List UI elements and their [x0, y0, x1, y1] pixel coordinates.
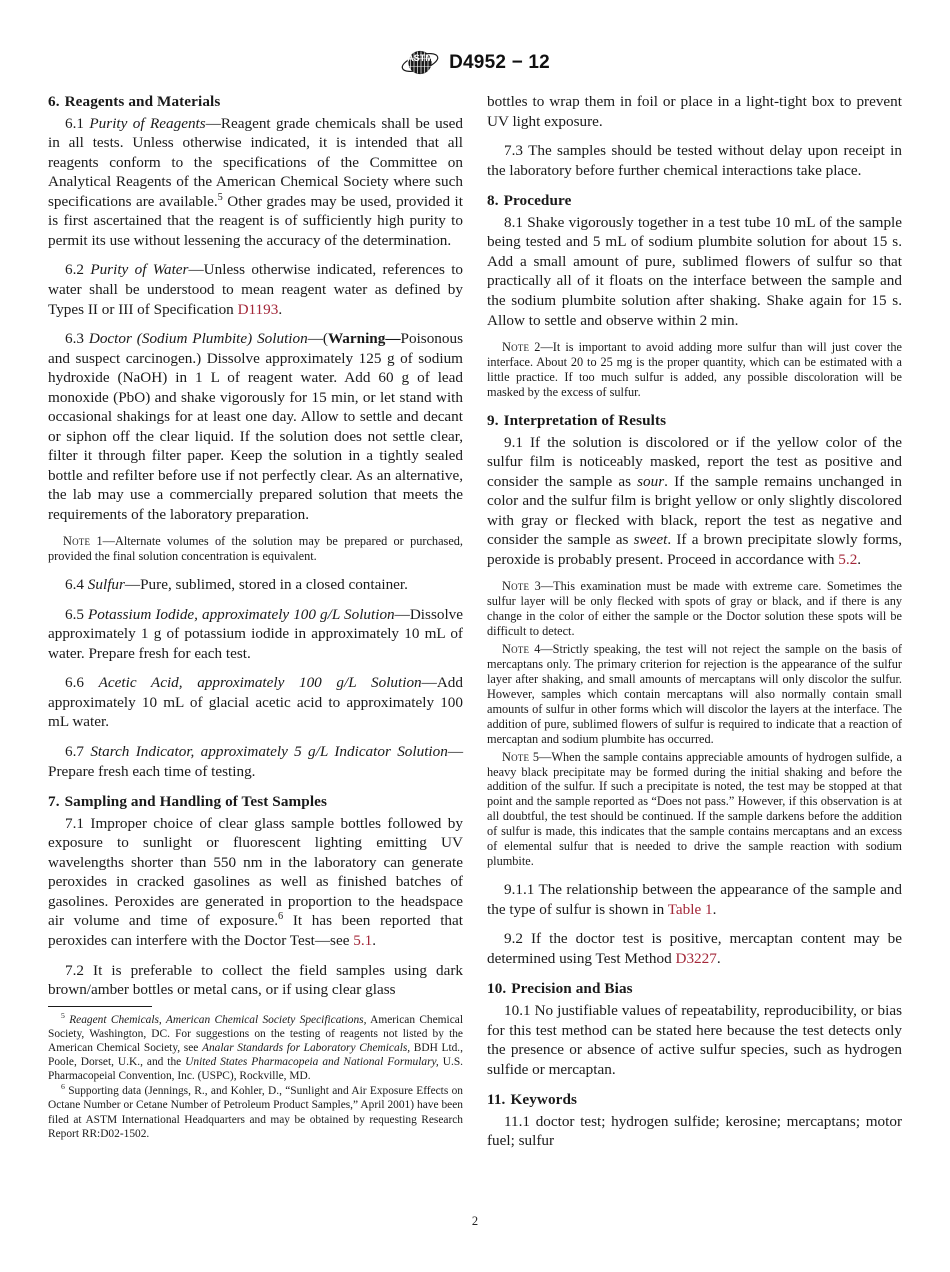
document-number: D4952 − 12 — [449, 51, 550, 73]
paragraph-6-5 — [48, 605, 463, 664]
para-number: 6.6 — [65, 674, 84, 692]
section-heading-11 — [487, 1090, 902, 1110]
para-text: —Pure, sublimed, stored in a closed container. — [124, 576, 408, 594]
section-9-title: Interpretation of Results — [503, 411, 667, 429]
note-number: 4 — [529, 642, 541, 657]
para-text-cont: It has been reported that peroxides can interfere with the Doctor Test—see — [48, 912, 463, 949]
para-text: —Dissolve approximately 1 g of potassium iodide in approximately 10 mL of water. Prepare fresh for each test. — [48, 605, 463, 662]
para-text-cont: . — [278, 300, 283, 318]
para-text: —Unless otherwise indicated, references to water shall be understood to mean reagent water as defined by Types II or III of Specification — [48, 261, 464, 318]
link-5-2[interactable]: 5.2 — [838, 550, 858, 568]
footnote-title-3: United States Pharmacopeia and National Formulary, — [185, 1056, 439, 1069]
para-text: —Add approximately 10 mL of glacial acetic acid to approximately 100 mL water. — [48, 674, 463, 731]
paragraph-7-1 — [48, 814, 463, 951]
note-label: Note — [63, 534, 91, 549]
para-number: 6.2 — [65, 261, 84, 279]
para-text: It is preferable to collect the field samples using dark brown/amber bottles or metal cans, or if using clear glass — [48, 961, 464, 999]
paragraph-6-2 — [48, 260, 463, 319]
para-text-cont: . If the sample remains unchanged in color and the sulfur film is bright yellow or only slightly discolored with gray or flecked with black, report the test as negative and consider the sample as — [487, 472, 902, 549]
para-number: 9.1 — [504, 433, 523, 451]
para-italic-term: Purity of Reagents — [89, 114, 206, 132]
section-8-title: Procedure — [503, 192, 572, 210]
note-label: Note — [502, 340, 530, 355]
note-label: Note — [502, 579, 530, 594]
footnote-separator-rule — [48, 1006, 152, 1007]
note-1 — [48, 534, 463, 564]
footnote-5 — [48, 1013, 463, 1083]
note-text: —This examination must be made with extreme care. Sometimes the sulfur layer will be only flecked with spots of gray or black, and if there is any change in the color of either the sample or the Doctor solution these spots will be difficult to detect. — [487, 579, 902, 639]
right-column — [487, 92, 902, 1153]
astm-logo — [400, 48, 440, 77]
para-italic-term: Doctor (Sodium Plumbite) Solution — [88, 330, 308, 348]
paragraph-6-3 — [48, 329, 463, 524]
section-6-number: 6. — [48, 93, 60, 110]
para-italic-term: Purity of Water — [90, 261, 189, 279]
section-heading-8 — [487, 191, 902, 211]
footnotes-block — [48, 1006, 463, 1142]
para-text: Shake vigorously together in a test tube 10 mL of the sample being tested and 5 mL of sodium plumbite solution for about 15 s. Add a small amount of pure, sublimed flowers of sulfur so that practically all of it floats on the interface between the sample and the sodium plumbite solution after shaking. Shake again for 15 s. Allow to settle and observe within 2 min. — [487, 213, 903, 329]
para-number: 7.3 — [504, 142, 523, 160]
note-number: 2 — [529, 340, 541, 355]
para-text: —Reagent grade chemicals shall be used in all tests. Unless otherwise indicated, it is intended that all reagents conform to the specifications of the Committee on Analytical Reagents of the American Chemical Society where such specifications are available. — [48, 114, 464, 210]
para-text: If the doctor test is positive, mercaptan content may be determined using Test Method — [487, 930, 902, 967]
footnote-title-2: Analar Standards for Laboratory Chemicals, — [201, 1042, 411, 1055]
note-number: 3 — [529, 579, 541, 594]
footnote-marker-5: 5 — [61, 1011, 65, 1021]
section-11-title: Keywords — [510, 1091, 578, 1109]
page-number: 2 — [471, 1214, 479, 1228]
section-7-title: Sampling and Handling of Test Samples — [64, 793, 327, 811]
section-11-number: 11. — [487, 1091, 506, 1109]
para-text: No justifiable values of repeatability, reproducibility, or bias for this test method can be stated here because the test detects only the presence or absence of active sulfur species, such as hydrogen sulfide or mercaptan. — [487, 1001, 902, 1078]
link-5-1[interactable]: 5.1 — [353, 931, 373, 949]
paragraph-6-4 — [48, 575, 463, 595]
para-number: 11.1 — [504, 1112, 531, 1130]
section-6-title: Reagents and Materials — [64, 93, 221, 110]
para-text-end: . — [712, 900, 717, 918]
para-number: 7.2 — [65, 961, 84, 979]
note-text: —It is important to avoid adding more sulfur than will just cover the interface. About 20 to 25 mg is the proper quantity, which can be estimated with a little practice. If too much sulfur is added, any possible discoloration will be masked by the excess of sulfur. — [487, 340, 903, 399]
para-text: The samples should be tested without delay upon receipt in the laboratory before further chemical interactions take place. — [487, 142, 902, 179]
para-number: 6.7 — [65, 742, 84, 760]
note-5 — [487, 750, 902, 870]
para-text: —Prepare fresh each time of testing. — [48, 742, 464, 780]
para-text: Improper choice of clear glass sample bottles followed by exposure to sunlight or fluorescent lighting emitting UV wavelengths shorter than 550 nm in the laboratory can generate peroxides in cracked gasolines as well as finished batches of gasolines. Peroxides are generated in proportion to the headspace air volume and time of exposure. — [48, 814, 463, 930]
left-column — [48, 92, 463, 1002]
para-number: 6.1 — [65, 114, 84, 132]
note-4 — [487, 642, 902, 747]
term-sour: sour — [637, 472, 665, 490]
section-10-title: Precision and Bias — [511, 980, 633, 998]
footnote-text: American Chemical Society, Washington, DC. For suggestions on the testing of reagents not listed by the American Chemical Society, see — [48, 1014, 463, 1055]
footnote-text-cont: BDH Ltd., Poole, Dorset, U.K., and the — [48, 1042, 464, 1069]
page-header — [0, 48, 950, 77]
paragraph-6-7 — [48, 742, 463, 781]
para-text: —( — [307, 330, 328, 348]
paragraph-7-2 — [48, 961, 463, 1000]
footnote-6 — [48, 1084, 463, 1140]
paragraph-8-1 — [487, 213, 902, 330]
note-3 — [487, 579, 902, 639]
note-label: Note — [502, 642, 530, 657]
para-text-cont: Other grades may be used, provided it is first ascertained that the reagent is of sufficiently high purity to permit its use without lessening the accuracy of the determination. — [48, 192, 464, 249]
para-number: 6.5 — [65, 605, 84, 623]
para-text-end: . — [716, 949, 721, 967]
para-text: If the solution is discolored or if the yellow color of the sulfur film is noticeably masked, report the test as positive and consider the sample as — [487, 433, 902, 490]
para-italic-term: Potassium Iodide, approximately 100 g/L Solution — [88, 605, 395, 623]
para-text-cont: Poisonous and suspect carcinogen.) Dissolve approximately 125 g of sodium hydroxide (NaOH) in 1 L of reagent water. Add 60 g of lead monoxide (PbO) and shake vigorously for 15 min, or let stand with occasional shakings for at least one day. Allow to settle and decant or siphon off the clear liquid. If the solution does not settle clear, filter it through filter paper. Keep the solution in a tightly sealed bottle and refilter before use if not perfectly clear. As an alternative, the lab may use a commercially prepared solution that meets the requirements of the laboratory preparation. — [48, 330, 463, 523]
footnote-text-end: U.S. Pharmacopeial Convention, Inc. (USPC), Rockville, MD. — [48, 1056, 463, 1083]
para-italic-term: Sulfur — [87, 576, 125, 594]
link-table-1[interactable]: Table 1 — [667, 900, 713, 918]
term-sweet: sweet — [633, 531, 668, 549]
section-heading-10 — [487, 979, 902, 999]
paragraph-9-1-1 — [487, 880, 902, 919]
para-number: 9.1.1 — [504, 881, 535, 899]
para-number: 6.3 — [65, 330, 84, 348]
section-7-number: 7. — [48, 793, 60, 811]
note-text: —When the sample contains appreciable amounts of hydrogen sulfide, a heavy black precipitate may be formed during the initial shaking and before the addition of the sulfur. If such a precipitate is noted, the test may be stopped at that point and the sample reported as “Does not pass.” However, if this observation is at all doubtful, the test should be continued. If the sample darkens before the addition of sulfur is made, this indicates that the sample contains mercaptans and an excess of elemental sulfur that is needed to drive the sample reaction with sodium plumbite. — [487, 749, 902, 869]
footnote-text: Supporting data (Jennings, R., and Kohler, D., “Sunlight and Air Exposure Effects on Octane Number or Cetane Number of Petroleum Product Samples,” April 2001) have been filed at ASTM International Headquarters and may be obtained by requesting Research Report RR:D02-1502. — [48, 1085, 463, 1140]
section-9-number: 9. — [487, 411, 499, 429]
para-number: 9.2 — [504, 930, 523, 948]
paragraph-7-3 — [487, 141, 902, 180]
para-italic-term: Acetic Acid, approximately 100 g/L Solution — [98, 674, 422, 692]
para-number: 10.1 — [504, 1001, 531, 1019]
note-number: 1 — [90, 534, 103, 549]
section-heading-6 — [48, 92, 463, 112]
section-heading-7 — [48, 792, 463, 812]
section-heading-9 — [487, 411, 902, 431]
note-text: —Alternate volumes of the solution may be prepared or purchased, provided the final solution concentration is equivalent. — [48, 534, 463, 564]
para-text: doctor test; hydrogen sulfide; kerosine; mercaptans; motor fuel; sulfur — [487, 1112, 902, 1150]
link-d1193[interactable]: D1193 — [237, 300, 279, 318]
note-text: —Strictly speaking, the test will not reject the sample on the basis of mercaptans only. The primary criterion for rejection is the appearance of the sulfur layer after shaking, and small amounts of mercaptans will only discolor the sulfur. However, samples which contain mercaptans will also normally contain small amounts of sulfur in other forms which will discolor the layers at the interface. The addition of pure, sublimed flowers of sulfur is required to indicate that a reaction of mercaptan and sodium plumbite has occurred. — [487, 642, 903, 746]
paragraph-10-1 — [487, 1001, 902, 1079]
paragraph-6-1 — [48, 114, 463, 251]
link-d3227[interactable]: D3227 — [675, 949, 717, 967]
para-text-end: . — [857, 550, 862, 568]
para-italic-term: Starch Indicator, approximately 5 g/L Indicator Solution — [90, 742, 448, 760]
footnote-ref-6[interactable]: 6 — [278, 911, 284, 923]
paragraph-9-2 — [487, 929, 902, 968]
section-10-number: 10. — [487, 980, 507, 998]
para-text: The relationship between the appearance of the sample and the type of sulfur is shown in — [487, 881, 902, 918]
para-number: 6.4 — [65, 576, 84, 594]
paragraph-11-1 — [487, 1112, 902, 1151]
para-text-end: . — [372, 931, 377, 949]
note-label: Note — [502, 749, 530, 764]
para-number: 8.1 — [504, 213, 523, 231]
para-text-cont2: . If a brown precipitate slowly forms, peroxide is probably present. Proceed in accordance with — [487, 531, 902, 568]
note-2 — [487, 340, 902, 400]
warning-label: Warning— — [327, 330, 401, 348]
svg-text:ASTM: ASTM — [407, 53, 433, 63]
footnote-title-1: Reagent Chemicals, American Chemical Society Specifications, — [69, 1014, 367, 1026]
note-number: 5 — [529, 749, 540, 764]
footnote-marker-6: 6 — [61, 1082, 65, 1092]
para-number: 7.1 — [65, 814, 84, 832]
paragraph-7-2-continued: bottles to wrap them in foil or place in a light-tight box to prevent UV light exposure. — [487, 93, 902, 130]
footnote-ref-5[interactable]: 5 — [217, 191, 223, 203]
paragraph-6-6 — [48, 673, 463, 732]
section-8-number: 8. — [487, 192, 499, 210]
paragraph-9-1 — [487, 433, 902, 570]
